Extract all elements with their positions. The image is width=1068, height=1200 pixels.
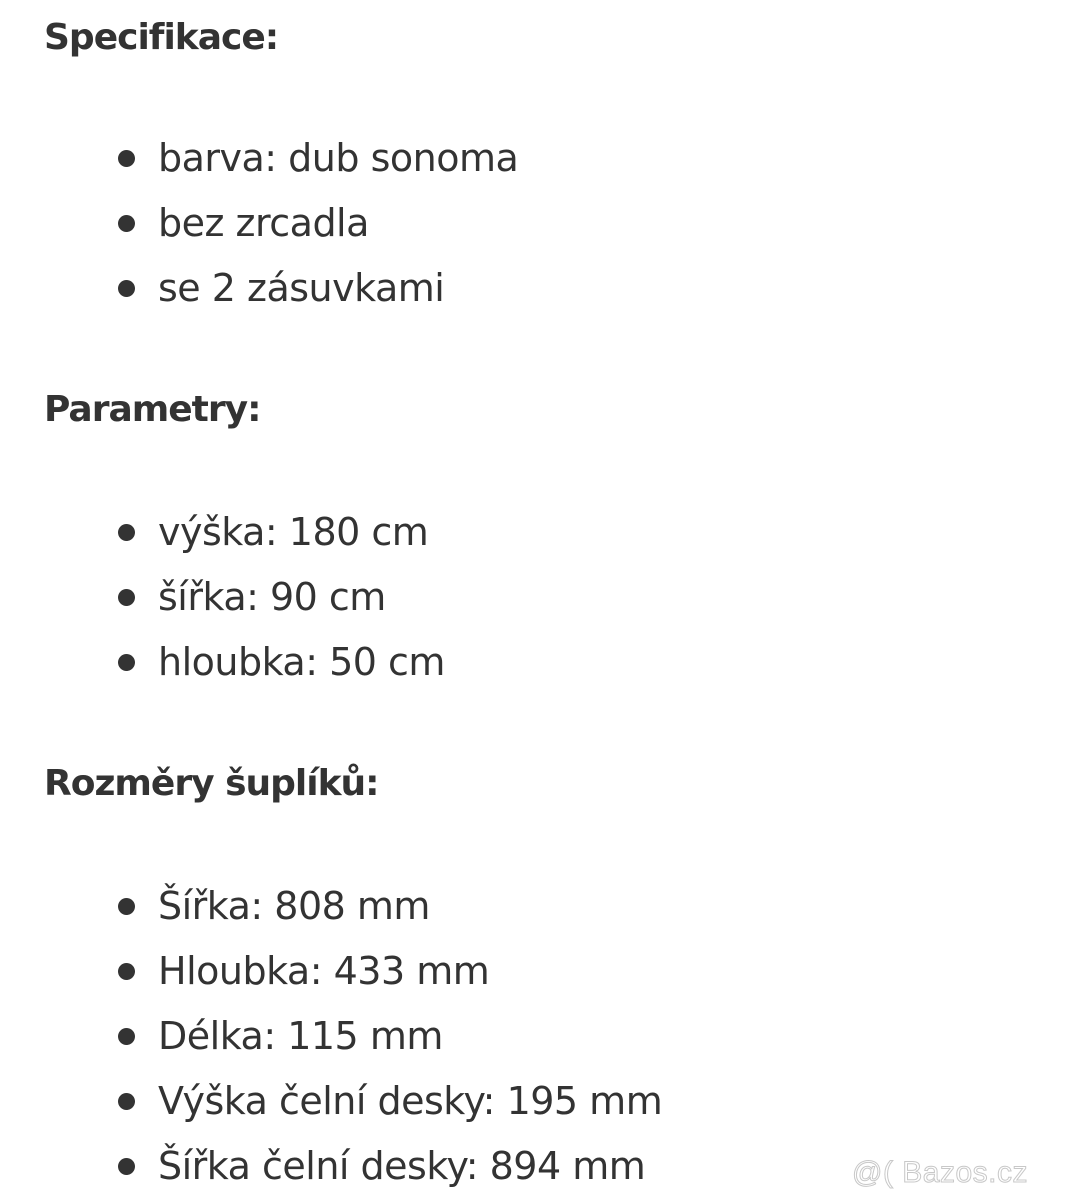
bullet-icon (118, 589, 135, 606)
list-item: výška: 180 cm (114, 500, 445, 565)
section-rozmery-supliku (44, 762, 379, 806)
bullet-icon (118, 963, 135, 980)
list-rozmery-supliku (114, 874, 662, 1199)
bullet-icon (118, 654, 135, 671)
section-parametry (44, 388, 261, 432)
bullet-icon (118, 898, 135, 915)
heading-specifikace: Specifikace: (44, 17, 279, 58)
list-item: hloubka: 50 cm (114, 630, 445, 695)
list-item: se 2 zásuvkami (114, 256, 518, 321)
bullet-icon (118, 1028, 135, 1045)
list-specifikace (114, 126, 518, 321)
list-item: Délka: 115 mm (114, 1004, 662, 1069)
bullet-icon (118, 524, 135, 541)
heading-parametry: Parametry: (44, 389, 261, 430)
bullet-icon (118, 150, 135, 167)
bullet-icon (118, 280, 135, 297)
list-item: šířka: 90 cm (114, 565, 445, 630)
list-item: bez zrcadla (114, 191, 518, 256)
list-item: Šířka: 808 mm (114, 874, 662, 939)
list-parametry (114, 500, 445, 695)
list-item: Šířka čelní desky: 894 mm (114, 1134, 662, 1199)
heading-rozmery-supliku: Rozměry šuplíků: (44, 763, 379, 804)
section-specifikace (44, 16, 278, 60)
bullet-icon (118, 1158, 135, 1175)
bullet-icon (118, 1093, 135, 1110)
bullet-icon (118, 215, 135, 232)
list-item: Hloubka: 433 mm (114, 939, 662, 1004)
list-item: barva: dub sonoma (114, 126, 518, 191)
bazos-watermark: @( Bazos.cz (852, 1156, 1028, 1189)
list-item: Výška čelní desky: 195 mm (114, 1069, 662, 1134)
